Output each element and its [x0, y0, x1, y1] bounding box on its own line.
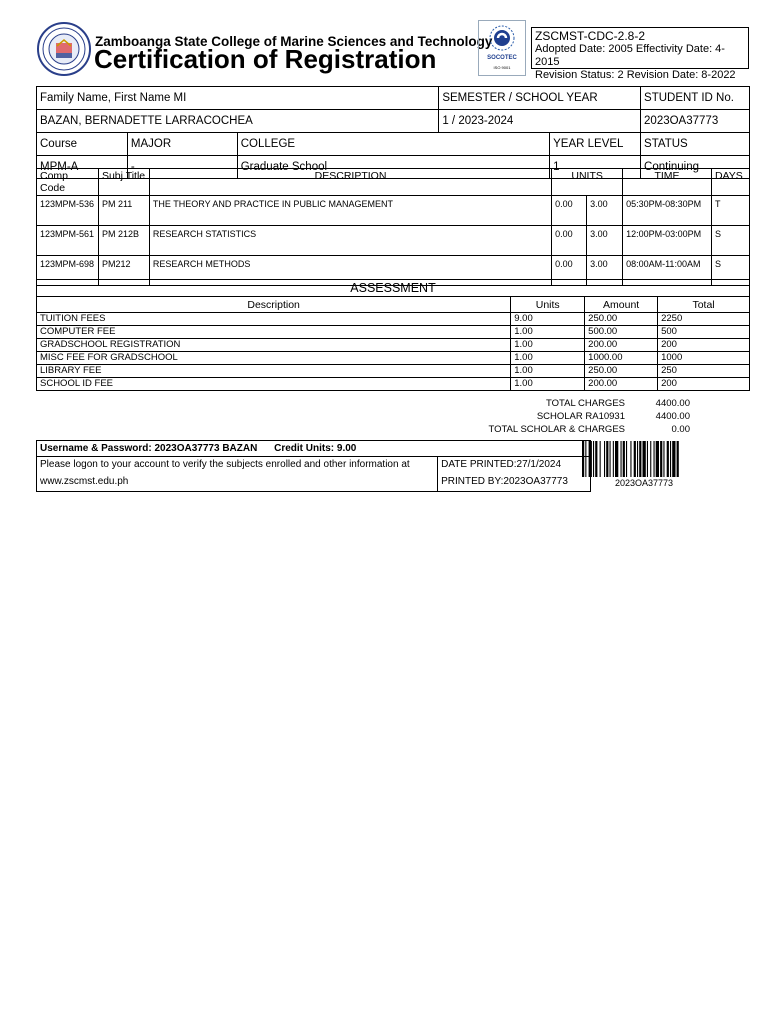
fee-amount: 200.00 [585, 339, 658, 352]
subject-row [37, 226, 750, 256]
student-info-table [36, 86, 750, 179]
subj-days: S [711, 226, 749, 256]
fee-amount: 250.00 [585, 313, 658, 326]
course-label: Course [37, 133, 128, 156]
fee-description: GRADSCHOOL REGISTRATION [37, 339, 511, 352]
subj-days: S [711, 256, 749, 286]
total-scholar-charges-label: TOTAL SCHOLAR & CHARGES [488, 424, 625, 435]
printed-by: PRINTED BY:2023OA37773 [438, 474, 591, 492]
total-charges-value: 4400.00 [655, 398, 690, 409]
assessment-table [36, 279, 750, 391]
name-label: Family Name, First Name MI [37, 87, 439, 110]
scholar-value: 4400.00 [655, 411, 690, 422]
login-info-table [36, 440, 591, 492]
header-days: DAYS [711, 169, 749, 196]
fee-total: 500 [658, 326, 750, 339]
fee-description: MISC FEE FOR GRADSCHOOL [37, 352, 511, 365]
semester-value: 1 / 2023-2024 [439, 110, 641, 133]
subj-title: PM 211 [98, 196, 149, 226]
status-label: STATUS [641, 133, 750, 156]
barcode-label: 2023OA37773 [615, 478, 674, 488]
student-barcode [582, 441, 752, 477]
student-id-value: 2023OA37773 [641, 110, 750, 133]
subject-row [37, 196, 750, 226]
header-time: TIME [623, 169, 712, 196]
header-fee-total: Total [658, 297, 750, 313]
fee-description: LIBRARY FEE [37, 365, 511, 378]
socotec-logo-icon [479, 21, 525, 55]
fee-description: TUITION FEES [37, 313, 511, 326]
fee-amount: 500.00 [585, 326, 658, 339]
subj-days: T [711, 196, 749, 226]
fee-row [37, 352, 750, 365]
document-control-box [531, 27, 749, 81]
subj-description: RESEARCH METHODS [149, 256, 551, 286]
fee-total: 2250 [658, 313, 750, 326]
header-fee-amount: Amount [585, 297, 658, 313]
fee-row [37, 339, 750, 352]
lab-units: 0.00 [552, 226, 587, 256]
fee-total: 250 [658, 365, 750, 378]
subj-title: PM212 [98, 256, 149, 286]
document-code: ZSCMST-CDC-2.8-2 [535, 29, 646, 43]
adopted-date: Adopted Date: 2005 Effectivity Date: 4-2015 [535, 43, 725, 68]
subj-time: 12:00PM-03:00PM [623, 226, 712, 256]
subj-description: RESEARCH STATISTICS [149, 226, 551, 256]
username-password: Username & Password: 2023OA37773 BAZAN [40, 443, 258, 454]
lec-units: 3.00 [587, 196, 623, 226]
header-comp-code: Comp Code [37, 169, 99, 196]
subj-description: THE THEORY AND PRACTICE IN PUBLIC MANAGEMENT [149, 196, 551, 226]
fee-total: 200 [658, 339, 750, 352]
year-level-label: YEAR LEVEL [550, 133, 641, 156]
lab-units: 0.00 [552, 256, 587, 286]
lec-units: 3.00 [587, 256, 623, 286]
fee-row [37, 313, 750, 326]
fee-units: 1.00 [511, 365, 585, 378]
page-title: Certification of Registration [94, 44, 437, 74]
charges-summary [488, 397, 625, 436]
fee-description: SCHOOL ID FEE [37, 378, 511, 391]
major-label: MAJOR [127, 133, 237, 156]
fee-amount: 200.00 [585, 378, 658, 391]
header-fee-units: Units [511, 297, 585, 313]
header-subj-title: Subj Title [98, 169, 149, 196]
credentials-line [37, 441, 591, 457]
fee-units: 9.00 [511, 313, 585, 326]
student-id-label: STUDENT ID No. [641, 87, 750, 110]
subj-time: 08:00AM-11:00AM [623, 256, 712, 286]
assessment-title: ASSESSMENT [37, 280, 750, 297]
date-printed: DATE PRINTED:27/1/2024 [438, 457, 591, 475]
fee-row [37, 365, 750, 378]
total-scholar-charges-value: 0.00 [671, 424, 690, 435]
fee-row [37, 378, 750, 391]
charges-summary-values [656, 397, 690, 436]
subj-time: 05:30PM-08:30PM [623, 196, 712, 226]
college-value: Graduate School [237, 156, 549, 179]
major-value: - [127, 156, 237, 179]
subjects-table [36, 168, 750, 286]
cert-sub-label: ISO 9001 [493, 65, 511, 70]
subj-title: PM 212B [98, 226, 149, 256]
status-value: Continuing [641, 156, 750, 179]
website-link: www.zscmst.edu.ph [37, 474, 438, 492]
fee-units: 1.00 [511, 326, 585, 339]
header-description: DESCRIPTION [149, 169, 551, 196]
fee-amount: 250.00 [585, 365, 658, 378]
header-fee-description: Description [37, 297, 511, 313]
fee-units: 1.00 [511, 352, 585, 365]
college-name: Zamboanga State College of Marine Sciences and Technology [95, 34, 493, 49]
course-value: MPM-A [37, 156, 128, 179]
comp-code: 123MPM-698 [37, 256, 99, 286]
student-name: BAZAN, BERNADETTE LARRACOCHEA [37, 110, 439, 133]
total-charges-label: TOTAL CHARGES [545, 398, 625, 409]
verification-notice: Please logon to your account to verify the subjects enrolled and other information at [37, 457, 438, 475]
fee-total: 1000 [658, 352, 750, 365]
year-level-value: 1 [550, 156, 641, 179]
semester-label: SEMESTER / SCHOOL YEAR [439, 87, 641, 110]
revision-status: Revision Status: 2 Revision Date: 8-2022 [535, 69, 736, 81]
fee-total: 200 [658, 378, 750, 391]
fee-units: 1.00 [511, 378, 585, 391]
lab-units: 0.00 [552, 196, 587, 226]
scholar-label: SCHOLAR RA10931 [536, 411, 625, 422]
fee-amount: 1000.00 [585, 352, 658, 365]
fee-row [37, 326, 750, 339]
college-label: COLLEGE [237, 133, 549, 156]
credit-units: Credit Units: 9.00 [274, 443, 357, 454]
lec-units: 3.00 [587, 226, 623, 256]
header-units: UNITS [552, 169, 623, 196]
cert-label: SOCOTEC [487, 55, 517, 61]
fee-units: 1.00 [511, 339, 585, 352]
comp-code: 123MPM-561 [37, 226, 99, 256]
comp-code: 123MPM-536 [37, 196, 99, 226]
certification-badge [478, 20, 526, 76]
fee-description: COMPUTER FEE [37, 326, 511, 339]
college-seal-logo [37, 22, 91, 76]
